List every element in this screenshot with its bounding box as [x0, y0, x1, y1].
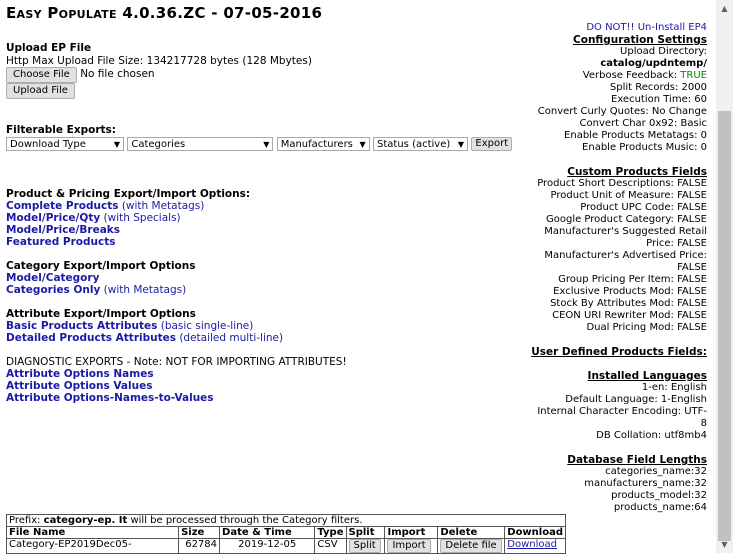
language-line: Default Language: 1-English — [565, 394, 707, 405]
model-price-breaks-link[interactable]: Model/Price/Breaks — [6, 224, 121, 236]
custom-field-line: Product Short Descriptions: FALSE — [537, 178, 707, 189]
delete-file-button[interactable]: Delete file — [440, 539, 501, 553]
max-upload-size: Http Max Upload File Size: 134217728 bytes (128 Mbytes) — [6, 55, 312, 67]
categories-select[interactable] — [127, 137, 273, 151]
verbose-feedback — [583, 70, 707, 81]
cell-split — [346, 539, 385, 554]
model-price-qty-link[interactable]: Model/Price/Qty — [6, 212, 101, 224]
config-line: Split Records: 2000 — [609, 82, 707, 93]
option-row — [6, 368, 154, 380]
option-row — [6, 380, 152, 392]
file-chooser — [6, 67, 155, 83]
verbose-value: TRUE — [680, 70, 707, 81]
complete-products-link[interactable]: Complete Products — [6, 200, 119, 212]
prefix-rest: will be processed through the Category filters. — [130, 515, 363, 526]
language-line: 1-en: English — [641, 382, 707, 393]
upload-file-button[interactable]: Upload File — [6, 83, 75, 99]
cell-date: 2019-12-05 — [220, 539, 315, 554]
status-select[interactable] — [373, 137, 468, 151]
scrollbar-thumb[interactable] — [718, 111, 731, 541]
option-row — [6, 332, 283, 344]
db-field-line: categories_name:32 — [605, 466, 707, 477]
custom-field-line: Manufacturer's Advertised Price: — [544, 250, 707, 261]
option-note: (with Specials) — [103, 212, 181, 224]
config-line: Enable Products Metatags: 0 — [564, 130, 707, 141]
table-row — [7, 539, 566, 554]
custom-field-line: Group Pricing Per Item: FALSE — [558, 274, 707, 285]
config-line: Convert Char 0x92: Basic — [579, 118, 707, 129]
attribute-heading: Attribute Export/Import Options — [6, 308, 196, 320]
upload-directory-value: catalog/updntemp/ — [600, 58, 707, 69]
database-field-lengths-heading: Database Field Lengths — [567, 454, 707, 466]
chevron-down-icon: ▼ — [263, 140, 270, 149]
prefix-row — [7, 515, 566, 527]
detailed-attributes-link[interactable]: Detailed Products Attributes — [6, 332, 176, 344]
export-button[interactable]: Export — [471, 137, 512, 151]
cell-import — [385, 539, 438, 554]
import-button[interactable]: Import — [387, 539, 430, 553]
cell-file-name: Category-EP2019Dec05- — [7, 539, 179, 554]
filterable-exports-heading: Filterable Exports: — [6, 124, 116, 136]
chevron-down-icon: ▼ — [359, 140, 366, 149]
cell-download — [505, 539, 566, 554]
language-line: 8 — [700, 418, 707, 429]
option-note: (with Metatags) — [121, 200, 205, 212]
download-link[interactable]: Download — [507, 539, 557, 550]
column-header-import: Import — [385, 527, 438, 539]
language-line: Internal Character Encoding: UTF- — [537, 406, 707, 417]
chevron-down-icon: ▼ — [113, 140, 120, 149]
download-type-value: Download Type — [10, 139, 86, 150]
manufacturers-value: Manufacturers — [280, 139, 353, 150]
featured-products-link[interactable]: Featured Products — [6, 236, 116, 248]
cell-delete — [438, 539, 505, 554]
custom-field-line: Product Unit of Measure: FALSE — [550, 190, 707, 201]
db-field-line: manufacturers_name:32 — [584, 478, 707, 489]
scroll-up-arrow-icon[interactable]: ▲ — [721, 4, 728, 13]
column-header-date-time: Date & Time — [220, 527, 315, 539]
diagnostic-heading: DIAGNOSTIC EXPORTS - Note: NOT FOR IMPORTING ATTRIBUTES! — [6, 356, 347, 368]
attribute-options-names-link[interactable]: Attribute Options Names — [6, 368, 154, 380]
title-prefix: Easy Populate — [6, 4, 117, 22]
option-row — [6, 272, 99, 284]
category-heading: Category Export/Import Options — [6, 260, 196, 272]
custom-field-line: Product UPC Code: FALSE — [580, 202, 707, 213]
config-line: Convert Curly Quotes: No Change — [537, 106, 707, 117]
option-row — [6, 284, 186, 296]
option-note: (detailed multi-line) — [179, 332, 284, 344]
chevron-down-icon: ▼ — [457, 140, 465, 149]
attribute-options-values-link[interactable]: Attribute Options Values — [6, 380, 153, 392]
option-row — [6, 212, 181, 224]
upload-heading: Upload EP File — [6, 42, 92, 54]
cell-size: 62784 — [179, 539, 220, 554]
option-row — [6, 224, 120, 236]
column-header-file-name: File Name — [7, 527, 179, 539]
custom-products-fields-heading: Custom Products Fields — [567, 166, 707, 178]
table-header-row — [7, 527, 566, 539]
user-defined-fields-heading: User Defined Products Fields: — [531, 346, 707, 358]
upload-directory-label: Upload Directory: — [620, 46, 707, 57]
attribute-options-names-to-values-link[interactable]: Attribute Options-Names-to-Values — [6, 392, 214, 404]
verbose-label: Verbose Feedback: — [582, 70, 678, 81]
product-pricing-heading: Product & Pricing Export/Import Options: — [6, 188, 251, 200]
categories-value: Categories — [131, 139, 186, 150]
custom-field-line: CEON URI Rewriter Mod: FALSE — [552, 310, 707, 321]
upload-button-wrap — [6, 83, 75, 99]
no-file-chosen-label: No file chosen — [80, 68, 155, 80]
configuration-settings-heading: Configuration Settings — [573, 34, 707, 46]
vertical-scrollbar[interactable] — [716, 0, 733, 553]
page-title — [6, 4, 322, 22]
categories-only-link[interactable]: Categories Only — [6, 284, 101, 296]
choose-file-button[interactable]: Choose File — [6, 67, 77, 83]
language-line: DB Collation: utf8mb4 — [596, 430, 707, 441]
manufacturers-select[interactable] — [277, 137, 370, 151]
prefix-value: category-ep. It — [43, 515, 128, 526]
custom-field-line: Dual Pricing Mod: FALSE — [586, 322, 707, 333]
model-category-link[interactable]: Model/Category — [6, 272, 100, 284]
prefix-cell — [7, 515, 566, 527]
basic-attributes-link[interactable]: Basic Products Attributes — [6, 320, 158, 332]
filter-row — [6, 137, 512, 151]
db-field-line: products_model:32 — [611, 490, 707, 501]
column-header-download: Download — [505, 527, 566, 539]
option-row — [6, 236, 116, 248]
split-button[interactable]: Split — [349, 539, 381, 553]
custom-field-line: Google Product Category: FALSE — [545, 214, 707, 225]
option-row — [6, 200, 204, 212]
scroll-down-arrow-icon[interactable]: ▼ — [721, 540, 728, 549]
custom-field-line: Price: FALSE — [646, 238, 707, 249]
column-header-size: Size — [179, 527, 220, 539]
installed-languages-heading: Installed Languages — [587, 370, 707, 382]
option-note: (with Metatags) — [103, 284, 187, 296]
custom-field-line: Exclusive Products Mod: FALSE — [553, 286, 707, 297]
title-version: 4.0.36.ZC - 07-05-2016 — [122, 4, 323, 22]
status-value: Status (active) — [377, 139, 451, 150]
file-table — [6, 514, 566, 554]
config-line: Enable Products Music: 0 — [582, 142, 707, 153]
option-row — [6, 392, 214, 404]
custom-field-line: FALSE — [677, 262, 707, 273]
column-header-type: Type — [315, 527, 346, 539]
db-field-line: products_name:64 — [613, 502, 707, 513]
cell-type: CSV — [315, 539, 346, 554]
config-line: Execution Time: 60 — [611, 94, 707, 105]
uninstall-link[interactable]: DO NOT!! Un-Install EP4 — [586, 22, 707, 33]
column-header-delete: Delete — [438, 527, 505, 539]
custom-field-line: Stock By Attributes Mod: FALSE — [550, 298, 707, 309]
custom-field-line: Manufacturer's Suggested Retail — [544, 226, 707, 237]
prefix-label: Prefix: — [9, 515, 41, 526]
download-type-select[interactable] — [6, 137, 124, 151]
option-row — [6, 320, 253, 332]
column-header-split: Split — [346, 527, 385, 539]
option-note: (basic single-line) — [160, 320, 254, 332]
